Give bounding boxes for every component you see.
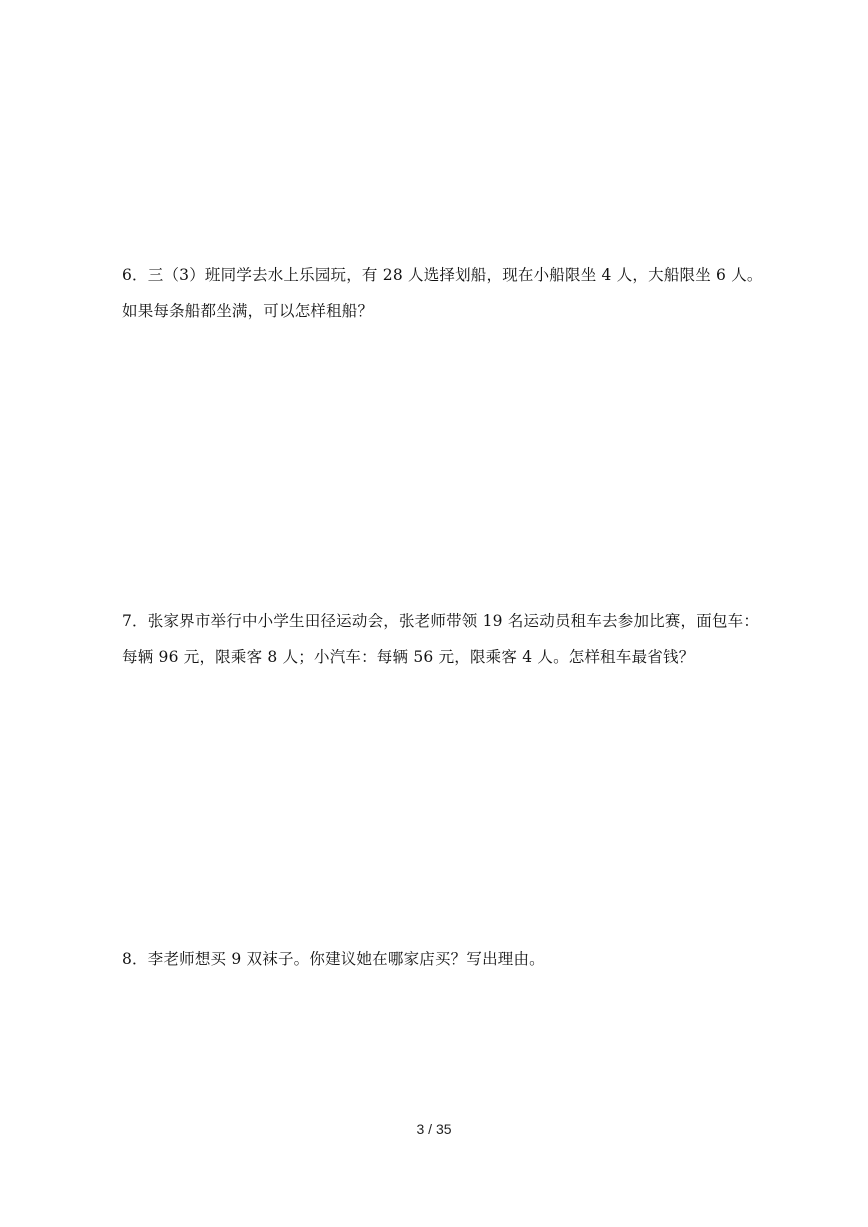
page-number: 3 / 35 [416, 1121, 452, 1137]
question-6 [122, 257, 772, 329]
question-8-line-1: 8．李老师想买 9 双袜子。你建议她在哪家店买？写出理由。 [122, 950, 545, 968]
question-7 [122, 603, 772, 675]
question-6-line-1: 6．三（3）班同学去水上乐园玩，有 28 人选择划船，现在小船限坐 4 人，大船限坐 6 人。 [122, 266, 763, 284]
question-7-line-1: 7．张家界市举行中小学生田径运动会，张老师带领 19 名运动员租车去参加比赛，面包车： [122, 612, 760, 630]
question-6-line-2: 如果每条船都坐满，可以怎样租船？ [122, 302, 374, 320]
question-7-line-2: 每辆 96 元，限乘客 8 人；小汽车：每辆 56 元，限乘客 4 人。怎样租车最省钱？ [122, 648, 695, 666]
question-8 [122, 941, 772, 977]
